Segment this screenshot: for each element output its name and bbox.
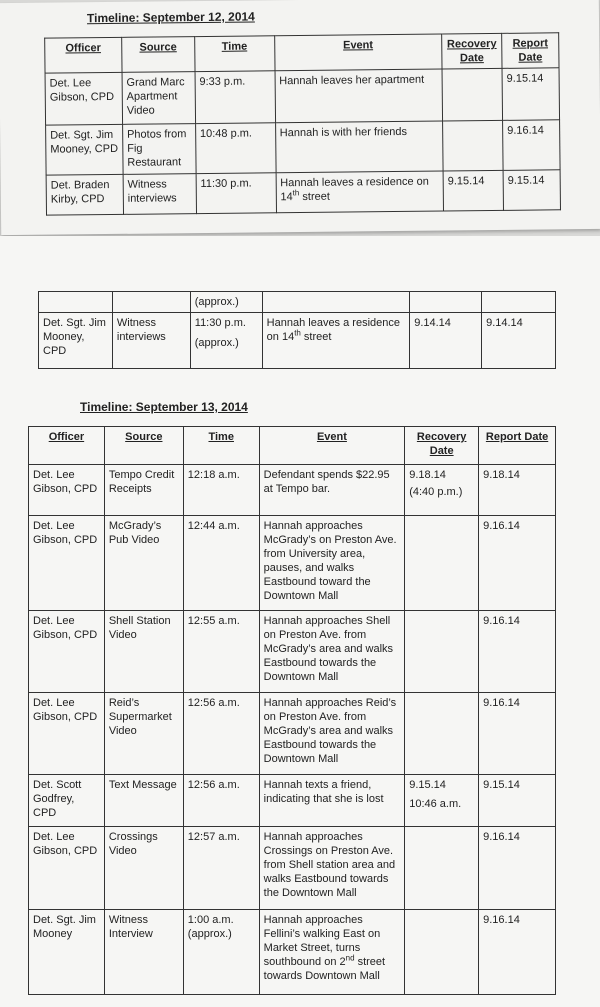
column-header: Source — [122, 37, 195, 73]
source-cell: McGrady’s Pub Video — [104, 516, 183, 611]
event-text: Hannah leaves a residence on 14 — [266, 317, 400, 343]
event-cell: Hannah texts a friend, indicating that she is lost — [259, 775, 405, 827]
event-cell: Hannah approaches Reid’s on Preston Ave. from McGrady’s area and walks Eastbound towards the Downtown Mall — [259, 693, 405, 775]
officer-cell: Det. Lee Gibson, CPD — [45, 72, 122, 125]
recovery-date-cell — [405, 775, 479, 827]
table-header-row — [45, 33, 559, 73]
source-cell: Grand Marc Apartment Video — [122, 72, 195, 125]
table-row — [29, 611, 556, 693]
ordinal-suffix: nd — [345, 953, 355, 963]
table-row — [29, 775, 556, 827]
recovery-date-text: 9.18.14 — [409, 469, 446, 481]
time-cell: 12:56 a.m. — [183, 775, 259, 827]
recovery-date-cell — [405, 611, 479, 693]
event-text: Hannah leaves a residence on 14 — [280, 175, 429, 204]
timeline-title: Timeline: September 12, 2014 — [86, 9, 255, 26]
time-approx: (approx.) — [187, 928, 232, 940]
officer-cell: Det. Sgt. Jim Mooney — [29, 910, 105, 995]
column-header: Event — [274, 34, 442, 71]
column-header: Time — [194, 36, 274, 72]
timeline-table — [28, 426, 556, 995]
recovery-date-text: 9.15.14 — [409, 779, 446, 791]
report-date-cell: 9.15.14 — [479, 775, 556, 827]
source-cell — [112, 292, 190, 313]
event-text: street — [299, 190, 330, 204]
table-row — [29, 693, 556, 775]
table-row — [39, 313, 556, 369]
report-date-cell: 9.16.14 — [479, 516, 556, 611]
time-cell: (approx.) — [190, 292, 262, 313]
event-cell — [259, 910, 405, 995]
time-cell — [183, 910, 259, 995]
source-cell: Witness interviews — [123, 174, 196, 215]
table-row — [29, 465, 556, 516]
recovery-date-cell — [405, 827, 479, 910]
recovery-date-cell — [405, 910, 479, 995]
table-row — [45, 68, 560, 125]
source-cell: Witness Interview — [104, 910, 183, 995]
column-header: Recovery Date — [442, 33, 502, 69]
event-cell — [276, 171, 444, 213]
table-row — [29, 827, 556, 910]
report-date-cell: 9.16.14 — [503, 120, 561, 171]
column-header: Report Date — [479, 427, 556, 465]
recovery-time-text: 10:46 a.m. — [409, 798, 462, 810]
column-header: Recovery Date — [405, 427, 479, 465]
report-date-cell — [482, 292, 556, 313]
event-cell: Hannah approaches Crossings on Preston Ave. from Shell station area and walks Eastbound towards the Downtown Mall — [259, 827, 405, 910]
continuation-table — [38, 291, 556, 369]
event-text: Hannah approaches Fellini’s walking East on Market Street, turns southbound on 2 — [263, 914, 381, 968]
officer-cell — [39, 292, 113, 313]
table-row — [29, 910, 556, 995]
source-cell: Reid’s Supermarket Video — [104, 693, 183, 775]
time-text: 11:30 p.m. — [194, 317, 246, 329]
table-row — [46, 170, 560, 215]
recovery-time-text: (4:40 p.m.) — [409, 486, 463, 498]
recovery-date-cell — [410, 292, 482, 313]
time-cell: 12:55 a.m. — [183, 611, 259, 693]
time-cell: 12:57 a.m. — [183, 827, 259, 910]
source-cell: Crossings Video — [104, 827, 183, 910]
column-header: Officer — [29, 427, 105, 465]
officer-cell: Det. Lee Gibson, CPD — [29, 611, 105, 693]
ordinal-suffix: th — [294, 328, 301, 338]
timeline-title: Timeline: September 13, 2014 — [80, 400, 248, 414]
officer-cell: Det. Lee Gibson, CPD — [29, 465, 105, 516]
event-cell: Hannah approaches Shell on Preston Ave. from McGrady’s area and walks Eastbound towards the Downtown Mall — [259, 611, 405, 693]
table-header-row — [29, 427, 556, 465]
event-text: street towards Downtown Mall — [263, 956, 386, 982]
source-cell: Photos from Fig Restaurant — [122, 124, 195, 175]
timeline-table — [44, 32, 561, 215]
column-header: Report Date — [502, 33, 559, 69]
event-text: street — [300, 331, 332, 343]
time-text: 1:00 a.m. — [187, 914, 234, 926]
page-sheet-top — [0, 0, 600, 235]
recovery-date-cell — [442, 68, 503, 121]
time-cell: 9:33 p.m. — [195, 71, 275, 124]
report-date-cell: 9.15.14 — [502, 68, 560, 121]
recovery-date-cell: 9.15.14 — [443, 170, 503, 211]
table-row — [29, 516, 556, 611]
source-cell: Text Message — [104, 775, 183, 827]
time-cell: 11:30 p.m. — [196, 173, 276, 214]
column-header: Officer — [45, 37, 122, 73]
recovery-date-cell: 9.14.14 — [410, 313, 482, 369]
report-date-cell: 9.14.14 — [482, 313, 556, 369]
officer-cell: Det. Sgt. Jim Mooney, CPD — [39, 313, 113, 369]
report-date-cell: 9.16.14 — [479, 910, 556, 995]
report-date-cell: 9.16.14 — [479, 693, 556, 775]
officer-cell: Det. Scott Godfrey, CPD — [29, 775, 105, 827]
time-approx: (approx.) — [194, 337, 239, 349]
time-cell — [190, 313, 262, 369]
recovery-date-cell — [443, 120, 504, 171]
source-cell: Tempo Credit Receipts — [104, 465, 183, 516]
report-date-cell: 9.16.14 — [479, 611, 556, 693]
event-cell: Hannah is with her friends — [275, 121, 443, 173]
event-cell: Defendant spends $22.95 at Tempo bar. — [259, 465, 405, 516]
report-date-cell: 9.18.14 — [479, 465, 556, 516]
recovery-date-cell — [405, 693, 479, 775]
time-cell: 10:48 p.m. — [195, 123, 275, 174]
event-cell — [262, 292, 410, 313]
ordinal-suffix: th — [292, 188, 300, 198]
page-sheet-bottom — [0, 236, 600, 1007]
recovery-date-cell — [405, 465, 479, 516]
table-row — [39, 292, 556, 313]
event-cell: Hannah approaches McGrady’s on Preston Ave. from University area, pauses, and walks Eastbound toward the Downtown Mall — [259, 516, 405, 611]
officer-cell: Det. Lee Gibson, CPD — [29, 516, 105, 611]
column-header: Event — [259, 427, 405, 465]
event-cell — [262, 313, 410, 369]
officer-cell: Det. Lee Gibson, CPD — [29, 827, 105, 910]
time-cell: 12:44 a.m. — [183, 516, 259, 611]
officer-cell: Det. Lee Gibson, CPD — [29, 693, 105, 775]
officer-cell: Det. Braden Kirby, CPD — [46, 174, 123, 215]
officer-cell: Det. Sgt. Jim Mooney, CPD — [46, 124, 123, 175]
table-row — [46, 120, 560, 175]
event-cell: Hannah leaves her apartment — [275, 69, 443, 123]
source-cell: Witness interviews — [112, 313, 190, 369]
column-header: Time — [183, 427, 259, 465]
source-cell: Shell Station Video — [104, 611, 183, 693]
report-date-cell: 9.16.14 — [479, 827, 556, 910]
time-cell: 12:56 a.m. — [183, 693, 259, 775]
report-date-cell: 9.15.14 — [503, 170, 560, 211]
recovery-date-cell — [405, 516, 479, 611]
time-cell: 12:18 a.m. — [183, 465, 259, 516]
column-header: Source — [104, 427, 183, 465]
